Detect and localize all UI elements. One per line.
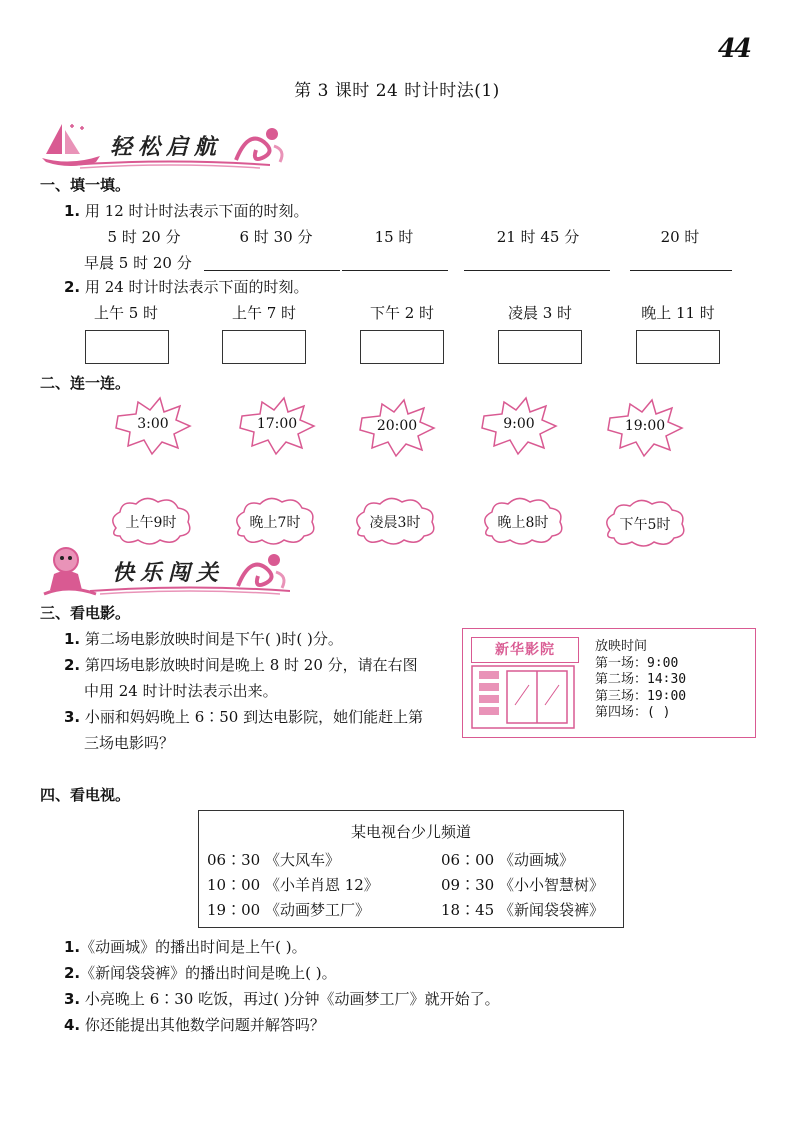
leaf-9-00[interactable]	[474, 396, 564, 456]
s4-q2-num: 2.	[64, 964, 81, 982]
cloud-label: 上午9时	[125, 515, 177, 531]
leaf-label: 19:00	[624, 418, 666, 434]
showing-3: 第三场：19∶00	[595, 688, 687, 704]
banner-second	[40, 542, 290, 600]
leaf-label: 20:00	[376, 418, 418, 434]
s4-q3-text: 小亮晚上 6∶30 吃饭，再过( )分钟《动画梦工厂》就开始了。	[84, 990, 500, 1008]
q1-time-2: 6 时 30 分	[239, 228, 313, 246]
s3-q3-line1: 小丽和妈妈晚上 6∶50 到达电影院，她们能赶上第	[84, 708, 424, 726]
cloud-label: 下午5时	[619, 517, 671, 533]
schedule-title: 放映时间	[595, 639, 648, 654]
q1-num: 1.	[64, 202, 81, 220]
s4-q3-num: 3.	[64, 990, 81, 1008]
tv-channel-title: 某电视台少儿频道	[350, 823, 471, 841]
cloud-label: 晚上8时	[497, 515, 549, 531]
banner-second-title: 快乐闯关	[112, 560, 225, 586]
banner-first	[40, 116, 288, 174]
page-title: 第 3 课时 24 时计时法(1)	[294, 81, 500, 101]
tv-row-left-3: 19∶00 《动画梦工厂》	[207, 901, 370, 919]
q2-time-2: 上午 7 时	[231, 304, 297, 322]
q1-text: 用 12 时计时法表示下面的时刻。	[84, 202, 309, 220]
banner-underline-icon	[70, 160, 270, 170]
s3-q2-line2: 中用 24 时计时法表示出来。	[84, 682, 278, 700]
section4-q2	[64, 962, 337, 983]
answer-box-5[interactable]	[636, 330, 720, 364]
q1-time-1: 5 时 20 分	[107, 228, 181, 246]
s3-q1-num: 1.	[64, 630, 81, 648]
section3-q3	[64, 706, 423, 727]
cloud-label: 凌晨3时	[369, 515, 421, 531]
leaf-label: 17:00	[256, 416, 298, 432]
s4-q1-num: 1.	[64, 938, 81, 956]
tv-row-right-3: 18∶45 《新闻袋袋裤》	[441, 901, 604, 919]
section4-heading: 四、看电视。	[40, 786, 131, 804]
s3-q3-num: 3.	[64, 708, 81, 726]
answer-line-3[interactable]	[342, 270, 448, 271]
answer-line-4[interactable]	[464, 270, 610, 271]
s3-q1-text: 第二场电影放映时间是下午( )时( )分。	[84, 630, 343, 648]
q2-time-4: 凌晨 3 时	[507, 304, 573, 322]
q2-time-5: 晚上 11 时	[641, 304, 715, 322]
showtime-schedule	[595, 639, 686, 722]
q1-time-3: 15 时	[374, 228, 414, 246]
q2-time-1: 上午 5 时	[93, 304, 159, 322]
leaf-17-00[interactable]	[232, 396, 322, 456]
tv-row-left-2: 10∶00 《小羊肖恩 12》	[207, 876, 379, 894]
banner-underline-icon	[90, 586, 290, 596]
q1-example-answer: 早晨 5 时 20 分	[84, 254, 192, 272]
section1-q1	[64, 200, 309, 221]
page-number: 44	[717, 34, 750, 64]
section4-q3	[64, 988, 500, 1009]
cinema-illustration	[462, 628, 756, 738]
s4-q2-text: 《新闻袋袋裤》的播出时间是晚上( )。	[80, 964, 337, 982]
section2-heading: 二、连一连。	[40, 374, 131, 392]
s3-q2-line1: 第四场电影放映时间是晚上 8 时 20 分，请在右图	[84, 656, 418, 674]
cloud-early3[interactable]	[350, 494, 440, 554]
cinema-building-icon	[471, 665, 575, 729]
tv-row-left-1: 06∶30 《大风车》	[207, 851, 340, 869]
q2-num: 2.	[64, 278, 81, 296]
tv-schedule-box	[198, 810, 624, 928]
showing-4[interactable]: 第四场：( )	[595, 705, 671, 720]
q1-time-4: 21 时 45 分	[496, 228, 580, 246]
section1-q2	[64, 276, 309, 297]
tv-row-right-2: 09∶30 《小小智慧树》	[441, 876, 604, 894]
cloud-pm5[interactable]	[600, 496, 690, 556]
leaf-19-00[interactable]	[600, 398, 690, 458]
answer-line-5[interactable]	[630, 270, 732, 271]
answer-box-1[interactable]	[85, 330, 169, 364]
answer-line-2[interactable]	[204, 270, 340, 271]
s3-q3-line2: 三场电影吗？	[84, 734, 175, 752]
q1-time-5: 20 时	[660, 228, 700, 246]
section1-heading: 一、填一填。	[40, 176, 131, 194]
q2-time-3: 下午 2 时	[369, 304, 435, 322]
leaf-label: 9:00	[503, 416, 535, 432]
answer-box-4[interactable]	[498, 330, 582, 364]
answer-box-3[interactable]	[360, 330, 444, 364]
section4-q1	[64, 936, 307, 957]
banner-first-title: 轻松启航	[110, 134, 223, 160]
cinema-name: 新华影院	[471, 637, 579, 663]
s4-q4-num: 4.	[64, 1016, 81, 1034]
section3-q2	[64, 654, 418, 675]
cloud-pm8[interactable]	[478, 494, 568, 554]
cloud-label: 晚上7时	[249, 515, 301, 531]
section4-q4	[64, 1014, 325, 1035]
section3-heading: 三、看电影。	[40, 604, 131, 622]
q2-text: 用 24 时计时法表示下面的时刻。	[84, 278, 309, 296]
showing-2: 第二场：14∶30	[595, 672, 687, 687]
s4-q1-text: 《动画城》的播出时间是上午( )。	[80, 938, 307, 956]
s4-q4-text: 你还能提出其他数学问题并解答吗？	[84, 1016, 325, 1034]
showing-1: 第一场：9∶00	[595, 655, 679, 671]
tv-row-right-1: 06∶00 《动画城》	[441, 851, 574, 869]
leaf-3-00[interactable]	[108, 396, 198, 456]
leaf-label: 3:00	[137, 416, 169, 432]
section3-q1	[64, 628, 343, 649]
answer-box-2[interactable]	[222, 330, 306, 364]
s3-q2-num: 2.	[64, 656, 81, 674]
leaf-20-00[interactable]	[352, 398, 442, 458]
